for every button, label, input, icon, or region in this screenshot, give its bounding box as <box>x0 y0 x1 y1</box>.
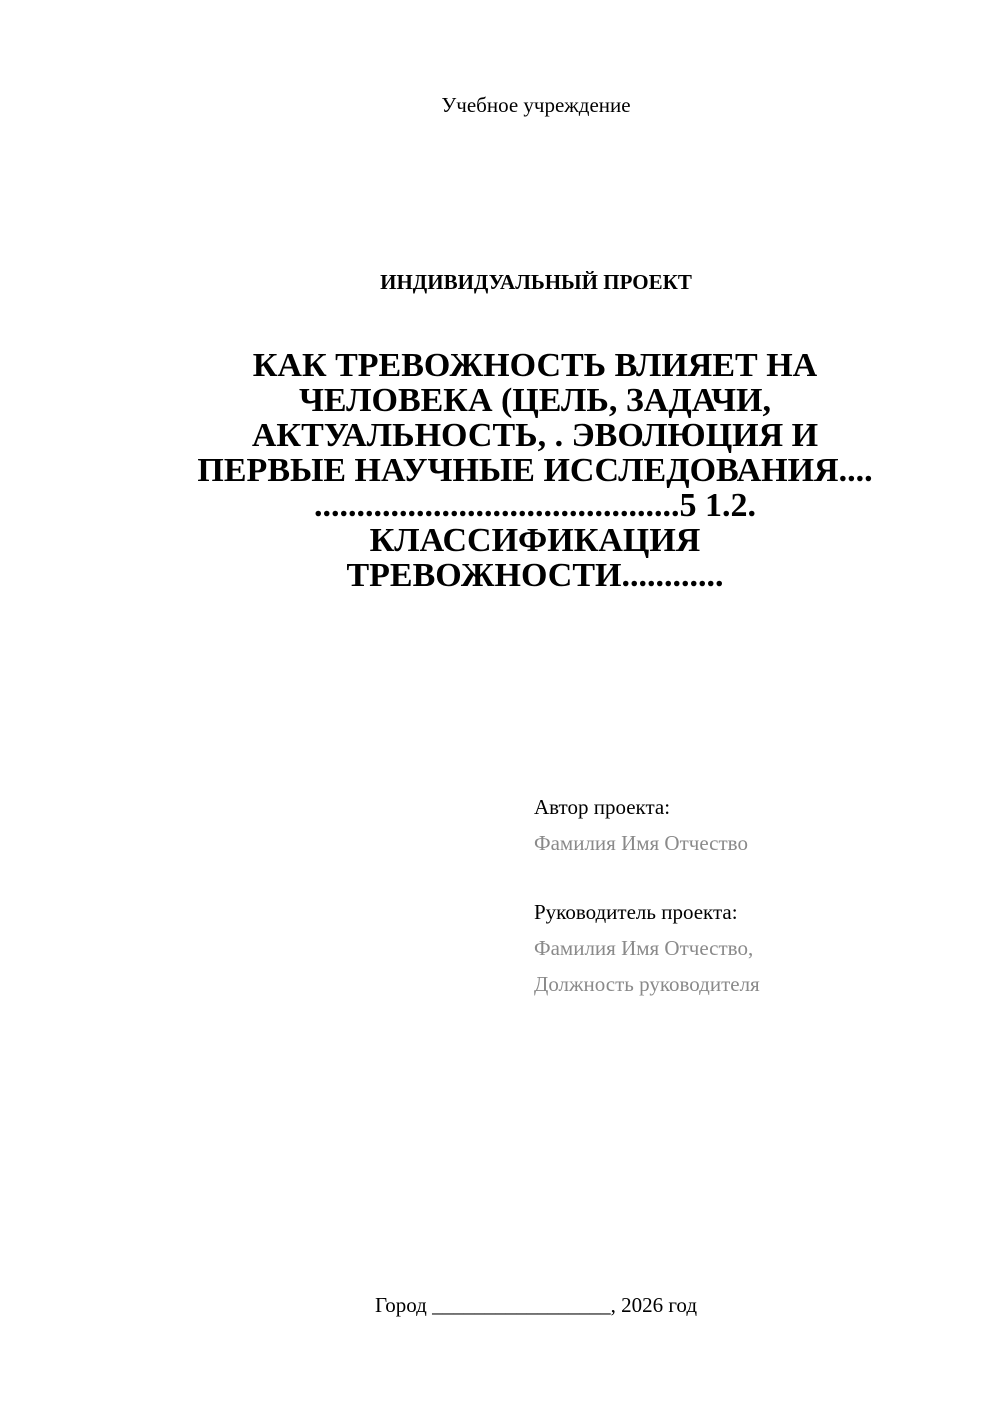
project-title <box>130 348 940 593</box>
title-line: ...........................................5 1.2. <box>314 487 756 524</box>
title-line: КЛАССИФИКАЦИЯ <box>369 522 701 559</box>
supervisor-block <box>534 894 760 1002</box>
title-line: ПЕРВЫЕ НАУЧНЫЕ ИССЛЕДОВАНИЯ.... <box>197 452 873 489</box>
city-year-footer: Город _________________, 2026 год <box>374 1293 698 1317</box>
title-line: КАК ТРЕВОЖНОСТЬ ВЛИЯЕТ НА <box>252 347 818 384</box>
title-line: ТРЕВОЖНОСТИ............ <box>346 557 724 594</box>
author-name: Фамилия Имя Отчество <box>534 831 748 855</box>
title-line: АКТУАЛЬНОСТЬ, . ЭВОЛЮЦИЯ И <box>251 417 819 454</box>
title-line: ЧЕЛОВЕКА (ЦЕЛЬ, ЗАДАЧИ, <box>298 382 771 419</box>
author-block <box>534 789 748 861</box>
author-label: Автор проекта: <box>534 795 671 819</box>
supervisor-label: Руководитель проекта: <box>534 900 738 924</box>
institution-name: Учебное учреждение <box>441 93 631 117</box>
supervisor-position: Должность руководителя <box>534 972 760 996</box>
document-type: ИНДИВИДУАЛЬНЫЙ ПРОЕКТ <box>380 270 692 294</box>
supervisor-name: Фамилия Имя Отчество, <box>534 936 754 960</box>
